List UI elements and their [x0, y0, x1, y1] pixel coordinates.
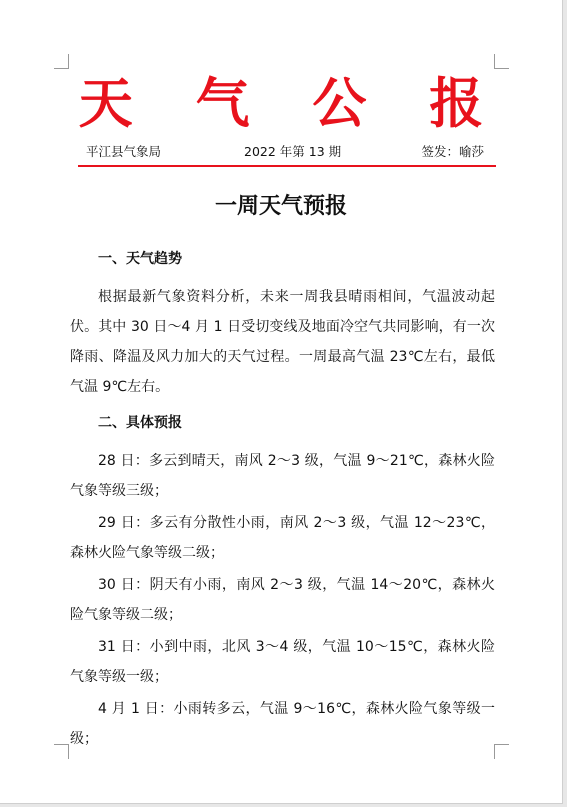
issue-number: 2022 年第 13 期 — [244, 144, 342, 159]
crop-mark-top-right — [494, 54, 509, 69]
publisher: 平江县气象局 — [86, 144, 162, 159]
forecast-item: 28 日：多云到晴天，南风 2～3 级，气温 9～21℃，森林火险气象等级三级； — [70, 453, 495, 499]
forecast-item: 30 日：阴天有小雨，南风 2～3 级，气温 14～20℃，森林火险气象等级二级； — [70, 577, 495, 623]
document-title: 一周天气预报 — [214, 194, 347, 219]
crop-mark-top-left — [54, 54, 69, 69]
trend-paragraph: 根据最新气象资料分析，未来一周我县晴雨相间，气温波动起伏。其中 30 日～4 月 1 日受切变线及地面冷空气共同影响，有一次降雨、降温及风力加大的天气过程。一周最高气温 23℃左右，最低气温 9℃左右。 — [70, 289, 495, 395]
issue-info-row — [86, 142, 484, 162]
forecast-item: 31 日：小到中雨，北风 3～4 级，气温 10～15℃，森林火险气象等级一级； — [70, 639, 495, 685]
forecast-item: 29 日：多云有分散性小雨，南风 2～3 级，气温 12～23℃，森林火险气象等级二级； — [70, 515, 495, 561]
section-heading-forecast: 二、具体预报 — [98, 415, 182, 431]
crop-mark-bottom-left — [54, 744, 69, 759]
document-body — [70, 244, 495, 756]
section-heading-trend: 一、天气趋势 — [98, 251, 182, 267]
crop-mark-bottom-right — [494, 744, 509, 759]
signer: 签发：喻莎 — [421, 144, 484, 159]
masthead-title: 天 气 公 报 — [78, 71, 506, 135]
red-divider — [78, 165, 496, 167]
forecast-item: 4 月 1 日：小雨转多云，气温 9～16℃，森林火险气象等级一级； — [70, 701, 495, 747]
